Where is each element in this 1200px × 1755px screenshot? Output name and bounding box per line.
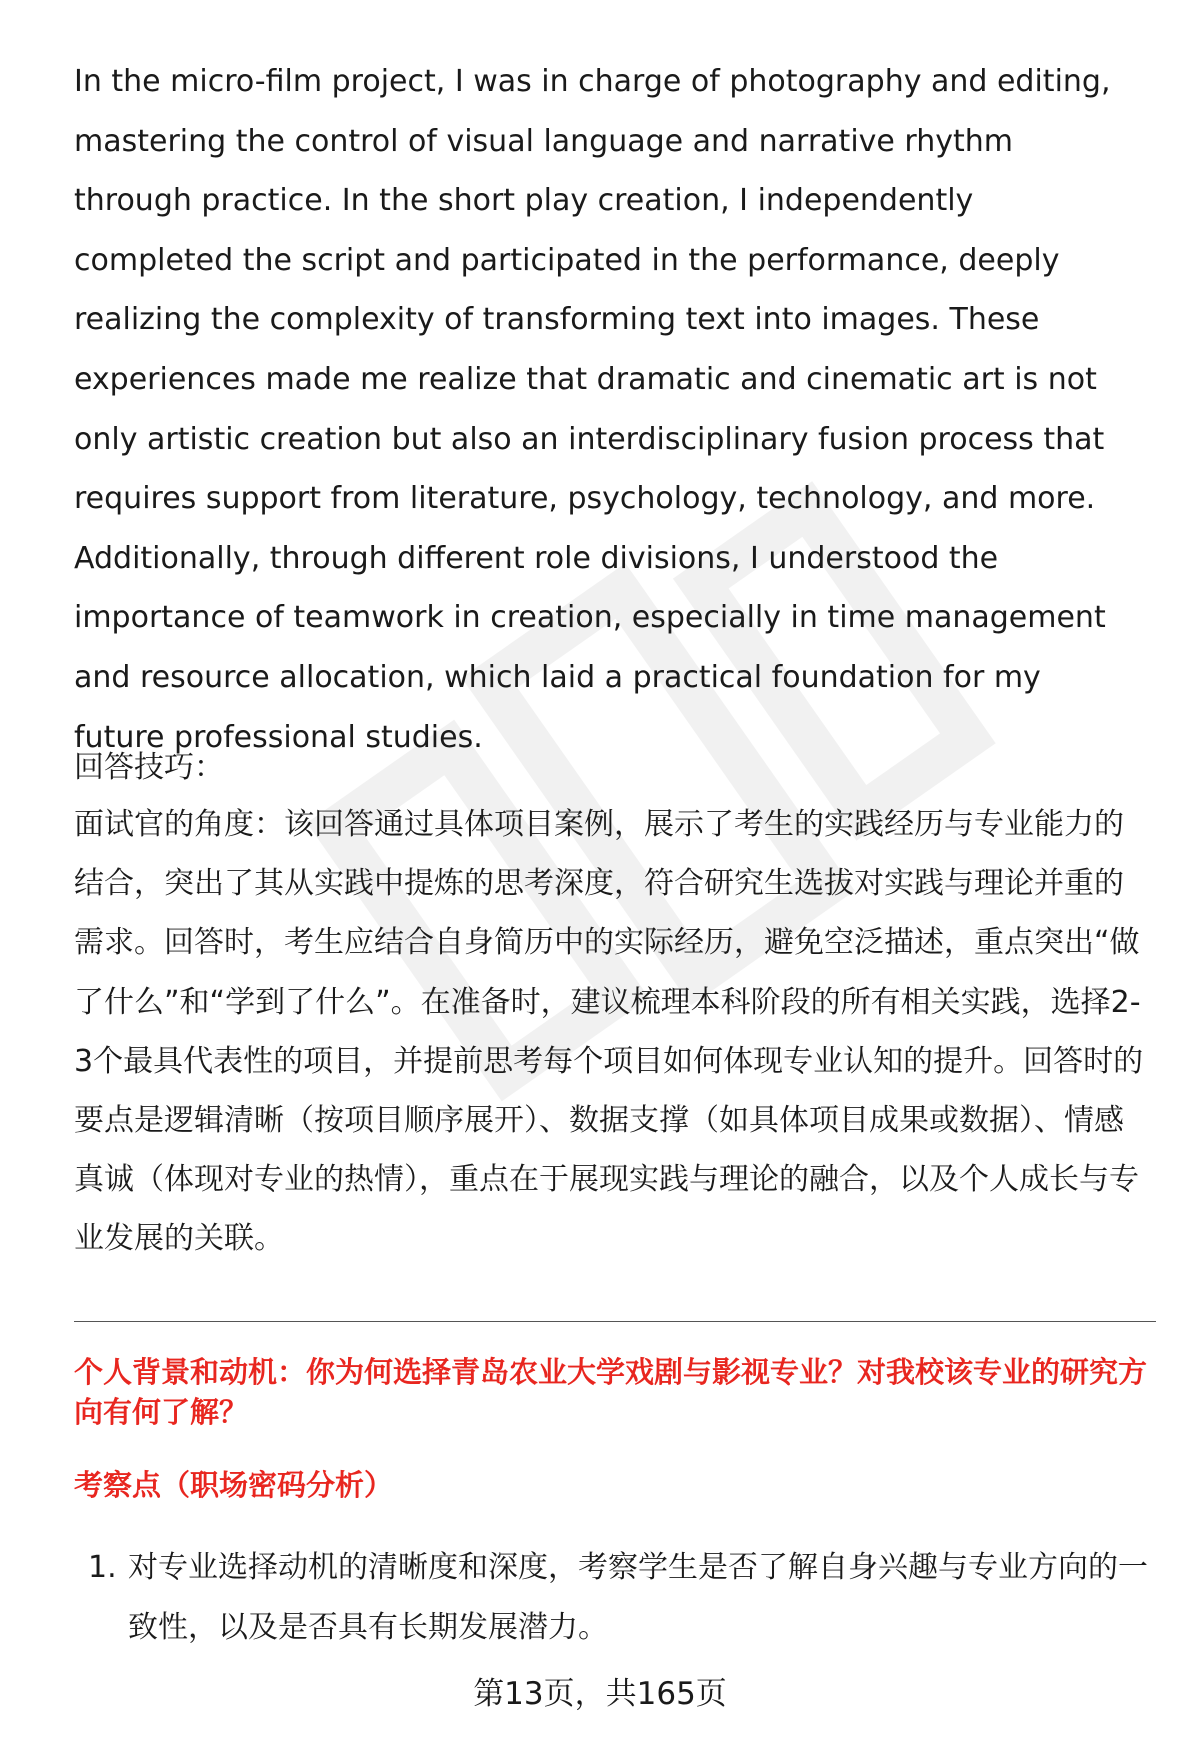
question-subtitle: 考察点（职场密码分析） — [74, 1468, 394, 1502]
page-footer: 第13页，共165页 — [473, 1676, 727, 1712]
section-divider — [74, 1321, 1156, 1322]
tips-label: 回答技巧： — [74, 750, 224, 785]
list-item-number: 1. — [88, 1550, 117, 1585]
tips-body: 面试官的角度：该回答通过具体项目案例，展示了考生的实践经历与专业能力的结合，突出了其从实践中提炼的思考深度，符合研究生选拔对实践与理论并重的需求。回答时，考生应结合自身简历中的实际经历，避免空泛描述，重点突出“做了什么”和“学到了什么”。在准备时，建议梳理本科阶段的所有相关实践，选择2-3个最具代表性的项目，并提前思考每个项目如何体现专业认知的提升。回答时的要点是逻辑清晰（按项目顺序展开）、数据支撑（如具体项目成果或数据）、情感真诚（体现对专业的热情），重点在于展现实践与理论的融合，以及个人成长与专业发展的关联。 — [74, 807, 1144, 1257]
list-item-text: 对专业选择动机的清晰度和深度，考察学生是否了解自身兴趣与专业方向的一致性，以及是否具有长期发展潜力。 — [128, 1550, 1148, 1645]
english-paragraph: In the micro-film project, I was in charge of photography and editing, mastering the control of visual language and narrative rhythm through practice. In the short play creation, I independently completed the script and participated in the performance, deeply realizing the complexity of transforming text into images. These experiences made me realize that dramatic and cinematic art is not only artistic creation but also an interdisciplinary fusion process that requires support from literature, psychology, technology, and more. Additionally, through different role divisions, I understood the importance of teamwork in creation, especially in time management and resource allocation, which laid a practical foundation for my future professional studies. — [74, 64, 1111, 755]
question-title: 个人背景和动机：你为何选择青岛农业大学戏剧与影视专业？对我校该专业的研究方向有何了解？ — [74, 1355, 1148, 1429]
